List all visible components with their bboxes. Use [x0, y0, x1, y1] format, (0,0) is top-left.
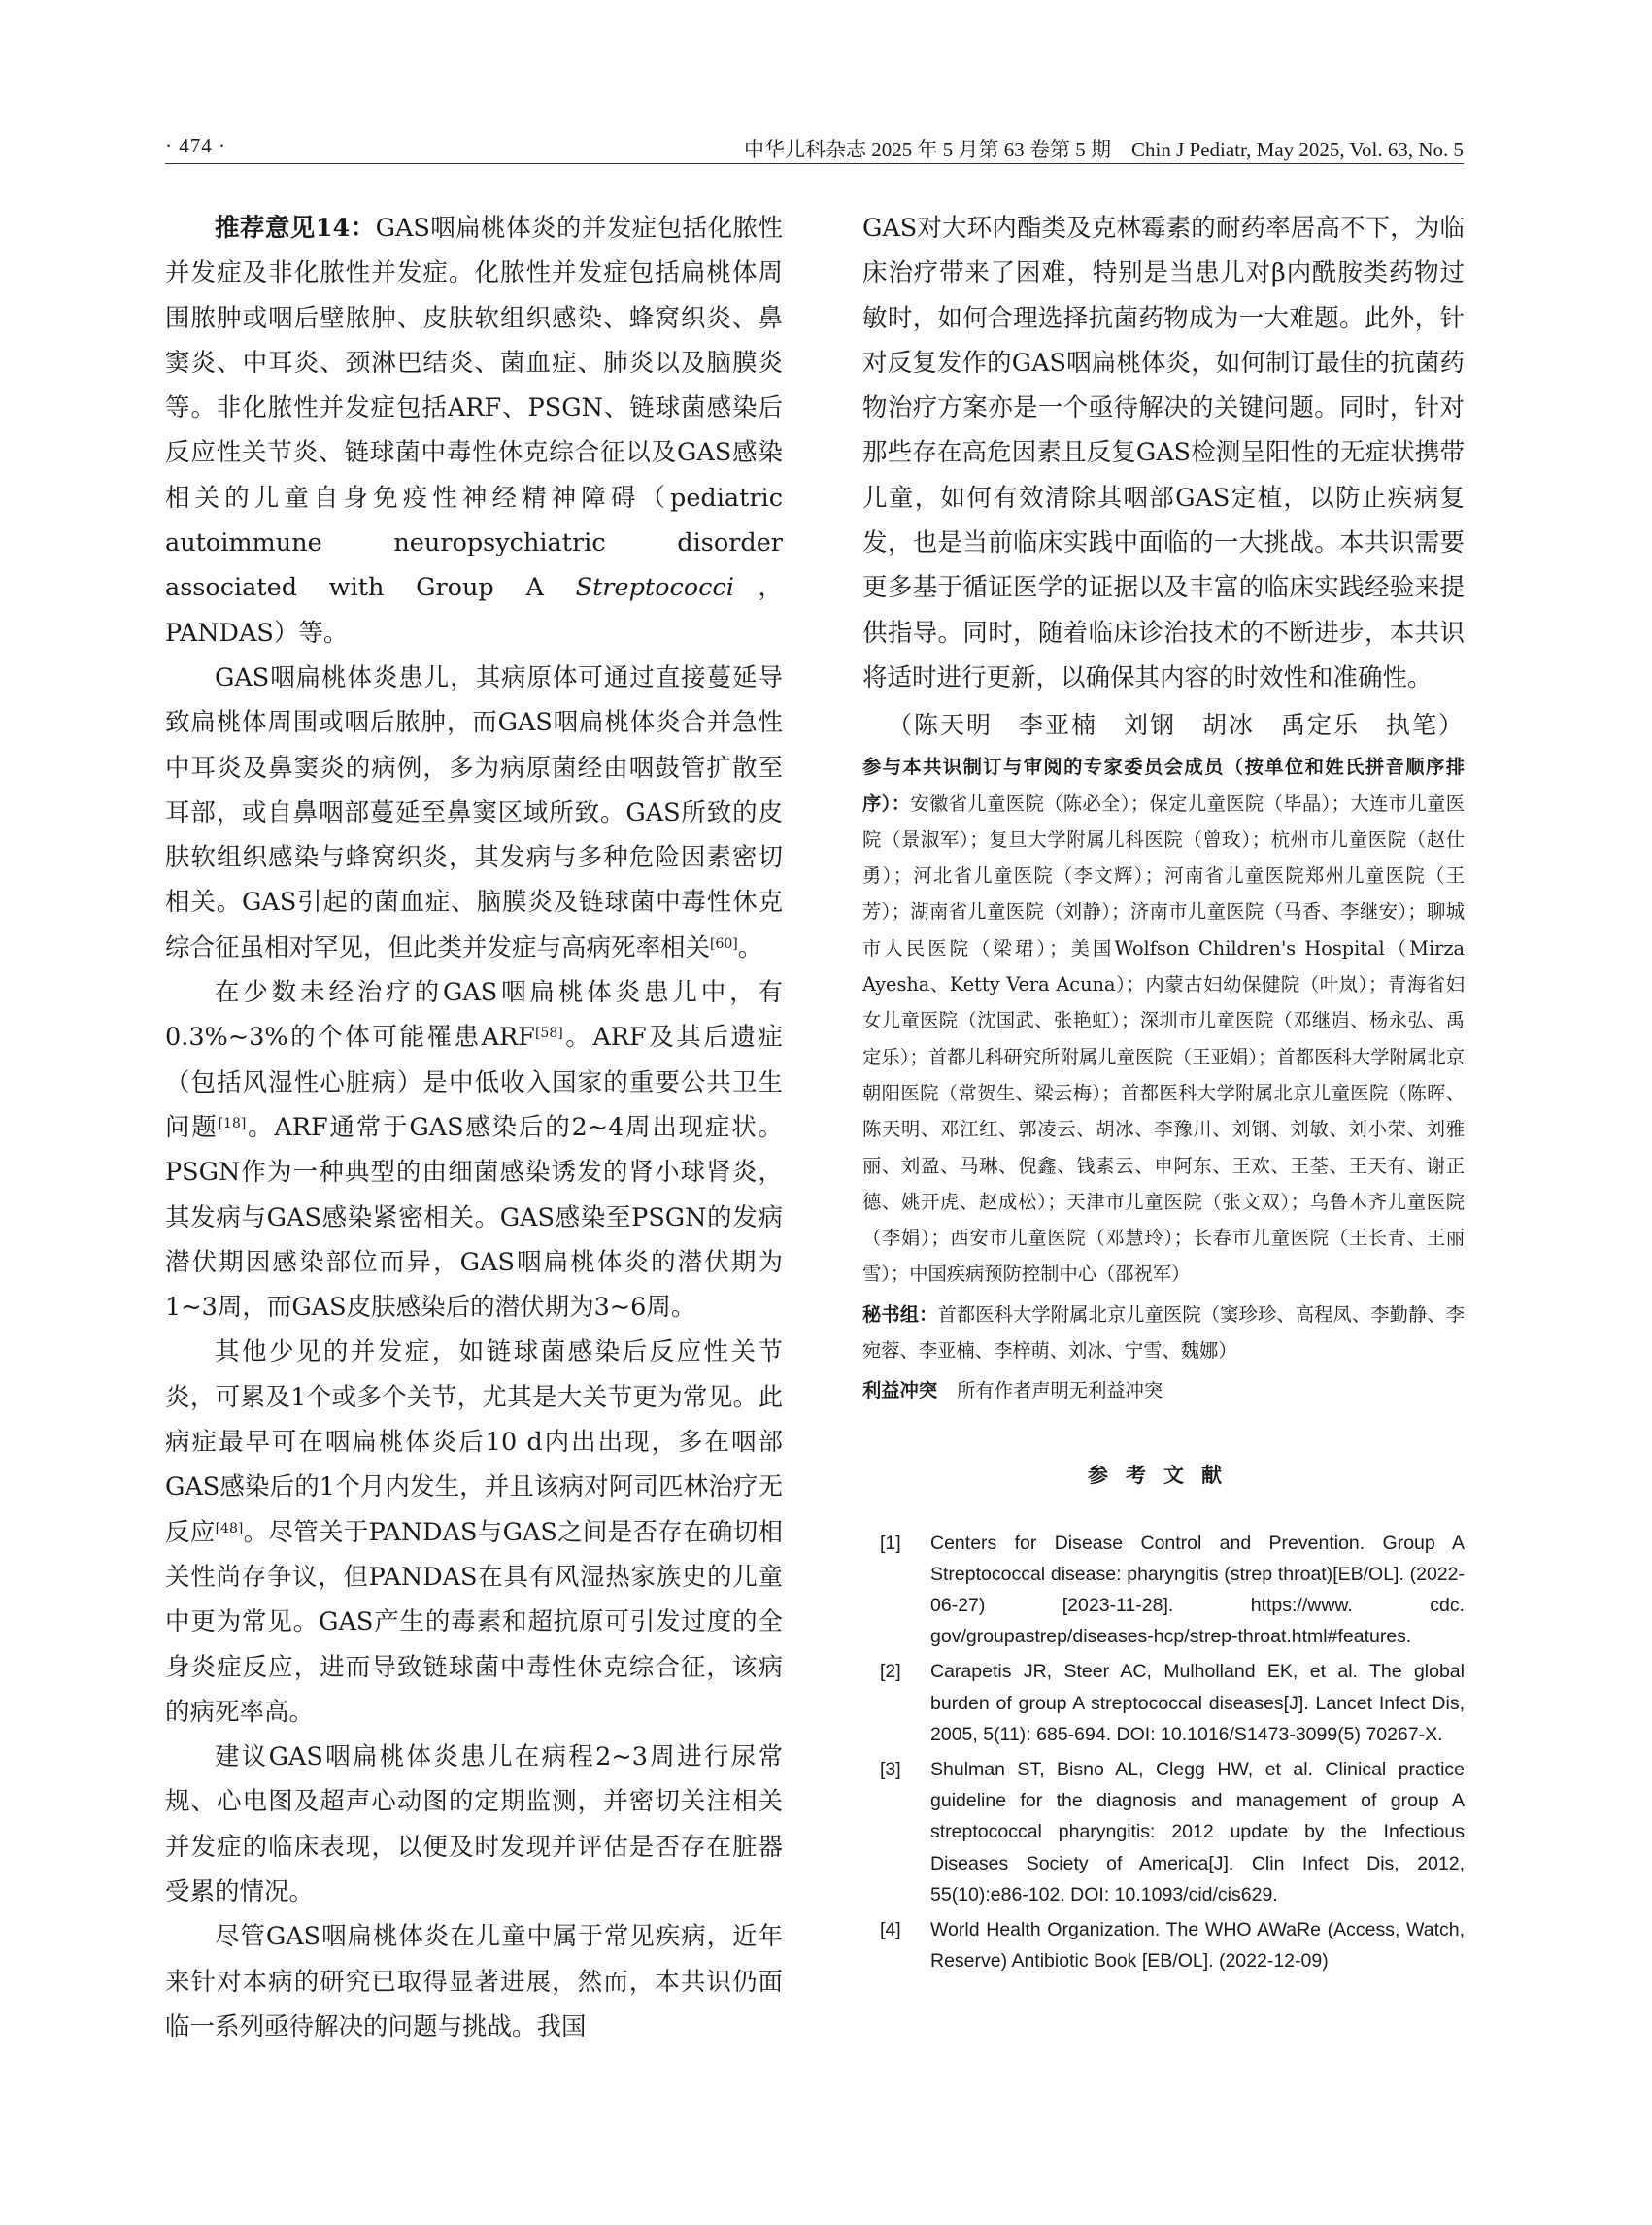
reference-number: [2] [880, 1661, 901, 1683]
expert-committee-label: 参与本共识制订与审阅的专家委员会成员（按单位和姓氏拼音顺序排序）： [862, 756, 1465, 815]
reference-item [862, 1528, 1465, 1653]
paragraph-rare-complications: 其他少见的并发症，如链球菌感染后反应性关节炎，可累及1个或多个关节，尤其是大关节更为常见。此病症最早可在咽扁桃体炎后10 d内出出现，多在咽部GAS感染后的1个月内发生，并且该病对阿司匹林治疗无反应[48]。尽管关于PANDAS与GAS之间是否存在确切相关性尚存争议，但PANDAS在具有风湿热家族史的儿童中更为常见。GAS产生的毒素和超抗原可引发过度的全身炎症反应，进而导致链球菌中毒性休克综合征，该病的病死率高。 [165, 1337, 783, 1727]
reference-text: Shulman ST, Bisno AL, Clegg HW, et al. Clinical practice guideline for the diagnosis and management of group A streptococcal pharyngitis: 2012 update by the Infectious Diseases Society of America[J]. Clin Infect Dis, 2012, 55(10):e86-102. DOI: 10.1093/cid/cis629. [930, 1759, 1465, 1905]
left-column [165, 206, 783, 2049]
header-rule [165, 163, 1464, 164]
reference-item [862, 1754, 1465, 1910]
citation: [48] [215, 1520, 244, 1536]
reference-number: [1] [880, 1532, 901, 1554]
writers-line: （陈天明 李亚楠 刘钢 胡冰 禹定乐 执笔） [887, 711, 1465, 740]
paragraph-challenges: 尽管GAS咽扁桃体炎在儿童中属于常见疾病，近年来针对本病的研究已取得显著进展，然而，本共识仍面临一系列亟待解决的问题与挑战。我国 [165, 1922, 783, 2041]
paragraph-monitoring: 建议GAS咽扁桃体炎患儿在病程2~3周进行尿常规、心电图及超声心动图的定期监测，并密切关注相关并发症的临床表现，以便及时发现并评估是否存在脏器受累的情况。 [165, 1742, 783, 1906]
references-list [862, 1528, 1465, 1977]
secretary-group: 秘书组：首都医科大学附属北京儿童医院（窦珍珍、高程凤、李勤静、李宛蓉、李亚楠、李梓萌、刘冰、宁雪、魏娜） [862, 1302, 1466, 1363]
reference-item [862, 1656, 1465, 1750]
reference-number: [3] [880, 1759, 901, 1781]
secretary-label: 秘书组： [862, 1302, 938, 1326]
reference-number: [4] [880, 1919, 901, 1941]
conflict-of-interest: 利益冲突 所有作者声明无利益冲突 [862, 1379, 1163, 1402]
reference-text: Carapetis JR, Steer AC, Mulholland EK, et al. The global burden of group A streptococcal diseases[J]. Lancet Infect Dis, 2005, 5(11): 685-694. DOI: 10.1016/S1473-3099(5) 70267-X. [930, 1661, 1465, 1745]
right-column [862, 206, 1465, 1980]
citation: [18] [218, 1115, 247, 1131]
journal-citation: 中华儿科杂志 2025 年 5 月第 63 卷第 5 期 Chin J Pediatr, May 2025, Vol. 63, No. 5 [744, 138, 1464, 161]
page-number: · 474 · [165, 134, 226, 157]
reference-text: World Health Organization. The WHO AWaRe (Access, Watch, Reserve) Antibiotic Book [EB/OL]. (2022-12-09) [930, 1919, 1465, 1972]
italic-term: Streptococci [575, 573, 734, 603]
recommendation-14-paragraph: 推荐意见14：GAS咽扁桃体炎的并发症包括化脓性并发症及非化脓性并发症。化脓性并发症包括扁桃体周围脓肿或咽后壁脓肿、皮肤软组织感染、蜂窝织炎、鼻窦炎、中耳炎、颈淋巴结炎、菌血症、肺炎以及脑膜炎等。非化脓性并发症包括ARF、PSGN、链球菌感染后反应性关节炎、链球菌中毒性休克综合征以及GAS感染相关的儿童自身免疫性神经精神障碍（pediatric autoimmune neuropsychiatric disorder associated with Group A Streptococci，PANDAS）等。 [165, 214, 783, 648]
paragraph-arf-psgn: 在少数未经治疗的GAS咽扁桃体炎患儿中，有0.3%~3%的个体可能罹患ARF[58]。ARF及其后遗症（包括风湿性心脏病）是中低收入国家的重要公共卫生问题[18]。ARF通常于GAS感染后的2~4周出现症状。PSGN作为一种典型的由细菌感染诱发的肾小球肾炎，其发病与GAS感染紧密相关。GAS感染至PSGN的发病潜伏期因感染部位而异，GAS咽扁桃体炎的潜伏期为1~3周，而GAS皮肤感染后的潜伏期为3~6周。 [165, 978, 784, 1323]
citation: [60] [710, 935, 738, 952]
reference-text: Centers for Disease Control and Prevention. Group A Streptococcal disease: pharyngitis (strep throat)[EB/OL]. (2022-06-27) [2023-11-28]. https://www. cdc. gov/groupastrep/diseases-hcp/strep-throat.html#features. [930, 1532, 1465, 1648]
recommendation-label: 推荐意见14： [215, 214, 376, 243]
paragraph-challenges-continued: GAS对大环内酯类及克林霉素的耐药率居高不下，为临床治疗带来了困难，特别是当患儿对β内酰胺类药物过敏时，如何合理选择抗菌药物成为一大难题。此外，针对反复发作的GAS咽扁桃体炎，如何制订最佳的抗菌药物治疗方案亦是一个亟待解决的关键问题。同时，针对那些存在高危因素且反复GAS检测呈阳性的无症状携带儿童，如何有效清除其咽部GAS定植，以防止疾病复发，也是当前临床实践中面临的一大挑战。本共识需要更多基于循证医学的证据以及丰富的临床实践经验来提供指导。同时，随着临床诊治技术的不断进步，本共识将适时进行更新，以确保其内容的时效性和准确性。 [862, 214, 1465, 692]
citation: [58] [534, 1026, 563, 1042]
references-heading: 参考文献 [1088, 1463, 1239, 1487]
running-header [165, 134, 1464, 165]
expert-committee: 参与本共识制订与审阅的专家委员会成员（按单位和姓氏拼音顺序排序）：安徽省儿童医院（陈必全）；保定儿童医院（毕晶）；大连市儿童医院（景淑军）；复旦大学附属儿科医院（曾玫）；杭州市儿童医院（赵仕勇）；河北省儿童医院（李文辉）；河南省儿童医院郑州儿童医院（王芳）；湖南省儿童医院（刘静）；济南市儿童医院（马香、李继安）；聊城市人民医院（梁珺）；美国Wolfson Children's Hospital（Mirza Ayesha、Ketty Vera Acuna）；内蒙古妇幼保健院（叶岚）；青海省妇女儿童医院（沈国武、张艳虹）；深圳市儿童医院（邓继岿、杨永弘、禹定乐）；首都儿科研究所附属儿童医院（王亚娟）；首都医科大学附属北京朝阳医院（常贺生、梁云梅）；首都医科大学附属北京儿童医院（陈晖、陈天明、邓江红、郭凌云、胡冰、李豫川、刘钢、刘敏、刘小荣、刘雅丽、刘盈、马琳、倪鑫、钱素云、申阿东、王欢、王荃、王天有、谢正德、姚开虎、赵成松）；天津市儿童医院（张文双）；乌鲁木齐儿童医院（李娟）；西安市儿童医院（邓慧玲）；长春市儿童医院（王长青、王丽雪）；中国疾病预防控制中心（邵祝军） [862, 756, 1465, 1286]
paragraph-pathogenesis: GAS咽扁桃体炎患儿，其病原体可通过直接蔓延导致扁桃体周围或咽后脓肿，而GAS咽扁桃体炎合并急性中耳炎及鼻窦炎的病例，多为病原菌经由咽鼓管扩散至耳部，或自鼻咽部蔓延至鼻窦区域所致。GAS所致的皮肤软组织感染与蜂窝织炎，其发病与多种危险因素密切相关。GAS引起的菌血症、脑膜炎及链球菌中毒性休克综合征虽相对罕见，但此类并发症与高病死率相关[60]。 [165, 662, 783, 962]
coi-label: 利益冲突 [862, 1379, 938, 1402]
reference-item [862, 1914, 1465, 1976]
